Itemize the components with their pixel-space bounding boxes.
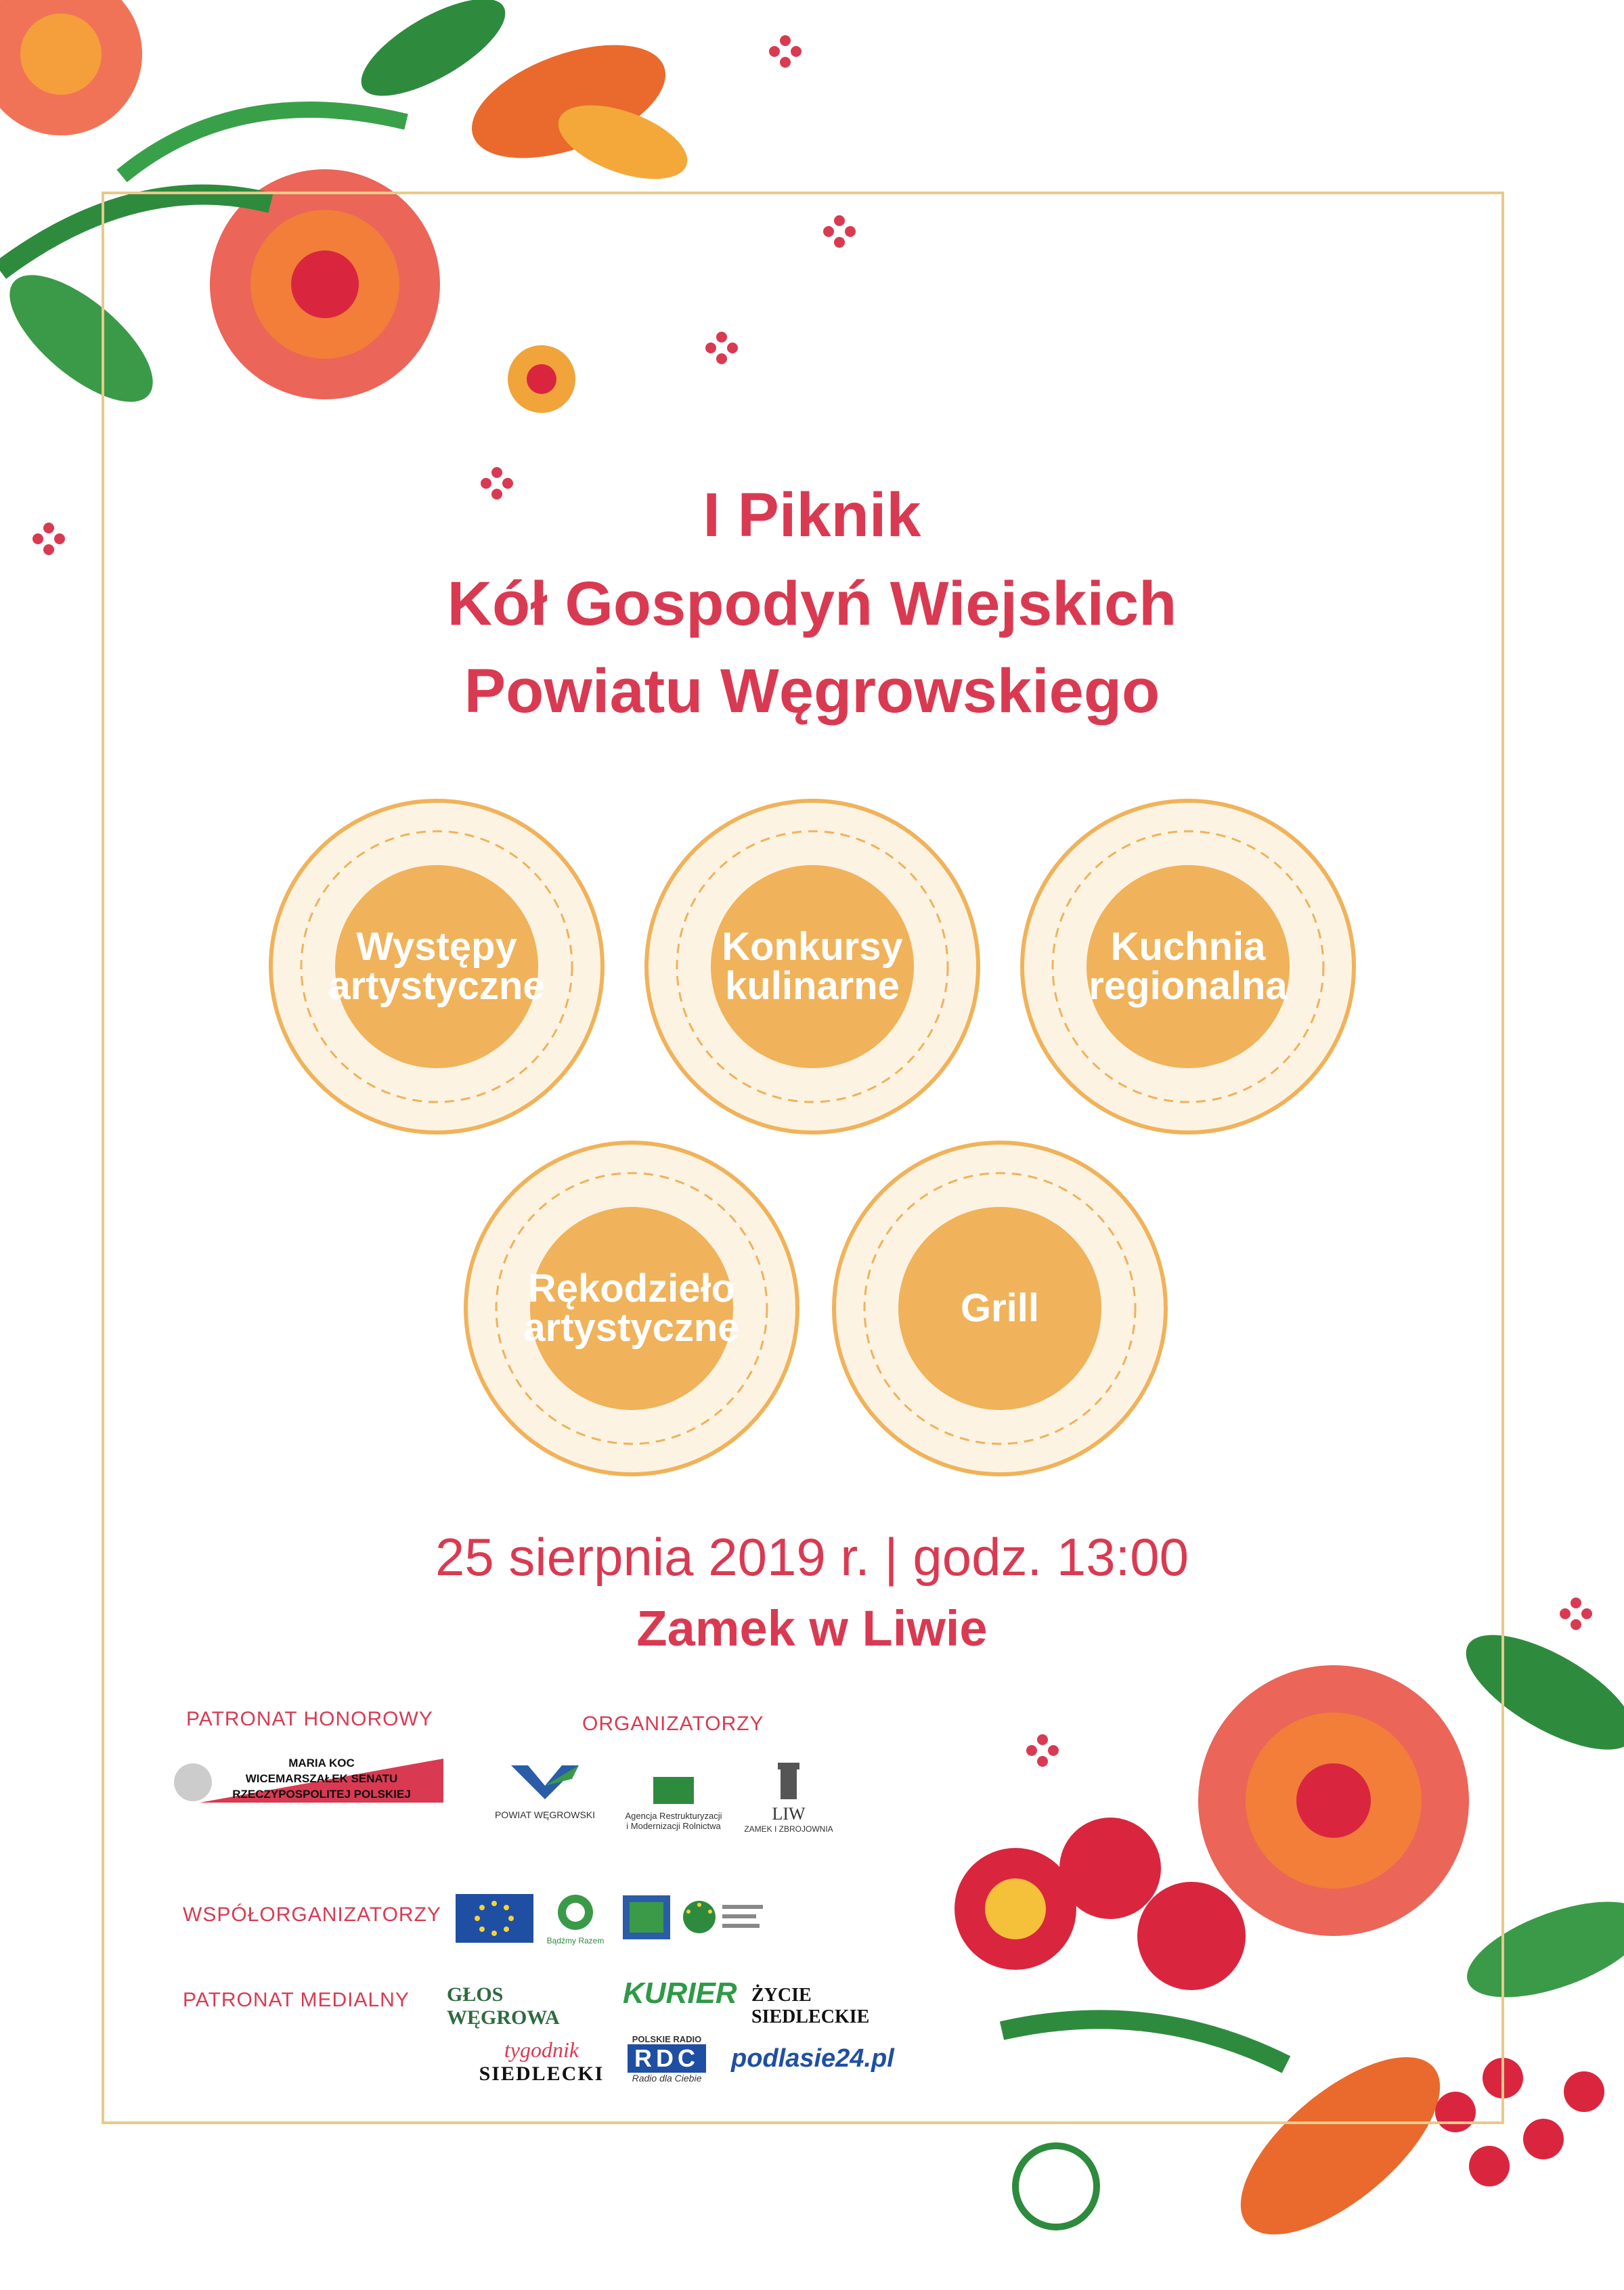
org-liw-sub: ZAMEK I ZBROJOWNIA: [744, 1824, 833, 1834]
event-venue: Zamek w Liwie: [636, 1600, 988, 1656]
honorary-label: PATRONAT HONOROWY: [186, 1708, 433, 1730]
org-arimr-text-1: Agencja Restrukturyzacji: [625, 1811, 722, 1821]
org-powiat-logo: [494, 1759, 596, 1820]
eu-flag-logo: [454, 1894, 535, 1945]
coorg-lgd-logo: [542, 1892, 609, 1945]
attraction-label-1b: artystyczne: [328, 964, 545, 1008]
title-line-1: I Piknik: [703, 481, 921, 550]
org-liw-title: LIW: [772, 1804, 806, 1824]
attraction-label-3b: regionalna: [1089, 964, 1288, 1008]
honorary-role-1: WICEMARSZAŁEK SENATU: [245, 1771, 398, 1785]
attraction-label-2a: Konkursy: [722, 925, 903, 969]
media-rdc-top: POLSKIE RADIO: [632, 2034, 702, 2044]
media-tygodnik-siedlecki: [467, 2038, 616, 2086]
media-kurier: KURIER: [623, 1977, 737, 2010]
honorary-role-2: RZECZYPOSPOLITEJ POLSKIEJ: [232, 1787, 411, 1801]
attraction-grill: [831, 1139, 1169, 1478]
honorary-name: MARIA KOC: [288, 1757, 355, 1769]
attraction-label-2b: kulinarne: [725, 964, 900, 1008]
attraction-label-4b: artystyczne: [523, 1306, 740, 1350]
media-zycie-siedleckie: ŻYCIE SIEDLECKIE: [751, 1985, 870, 2027]
honorary-patron-logo: [173, 1752, 443, 1813]
title-line-3: Powiatu Węgrowskiego: [464, 657, 1160, 726]
media-rdc: [616, 2034, 718, 2084]
attraction-label-5a: Grill: [960, 1286, 1040, 1330]
media-label: PATRONAT MEDIALNY: [183, 1989, 410, 2011]
event-date: 25 sierpnia 2019 r. | godz. 13:00: [435, 1527, 1189, 1587]
title-line-2: Kół Gospodyń Wiejskich: [447, 569, 1177, 638]
attraction-label-4a: Rękodzieło: [527, 1267, 736, 1311]
media-podlasie24: podlasie24.pl: [731, 2044, 894, 2073]
attraction-performances: [267, 797, 606, 1136]
attraction-regional-cuisine: [1019, 797, 1357, 1136]
org-powiat-text: POWIAT WĘGROWSKI: [494, 1809, 596, 1820]
org-arimr-logo: [616, 1774, 731, 1831]
org-arimr-text-2: i Modernizacji Rolnictwa: [626, 1821, 721, 1831]
organizers-label: ORGANIZATORZY: [582, 1713, 764, 1735]
media-rdc-bottom: Radio dla Ciebie: [632, 2073, 702, 2084]
attraction-label-3a: Kuchnia: [1110, 925, 1266, 969]
media-glos-wegrowa: GŁOS WĘGROWA: [447, 1983, 560, 2029]
media-tygodnik-top: tygodnik: [504, 2038, 579, 2062]
coorg-lgd-text: Bądźmy Razem: [546, 1936, 605, 1945]
attraction-label-1a: Występy: [356, 925, 517, 969]
coorganizers-label: WSPÓŁORGANIZATORZY: [183, 1903, 441, 1926]
leader-logo: [619, 1895, 674, 1943]
prow-logo: [677, 1895, 772, 1943]
attraction-cooking-contests: [643, 797, 982, 1136]
org-liw-logo: [731, 1760, 846, 1834]
attraction-handicraft: [462, 1139, 801, 1478]
media-tygodnik-bottom: SIEDLECKI: [479, 2063, 605, 2085]
media-rdc-mid: RDC: [628, 2044, 706, 2073]
